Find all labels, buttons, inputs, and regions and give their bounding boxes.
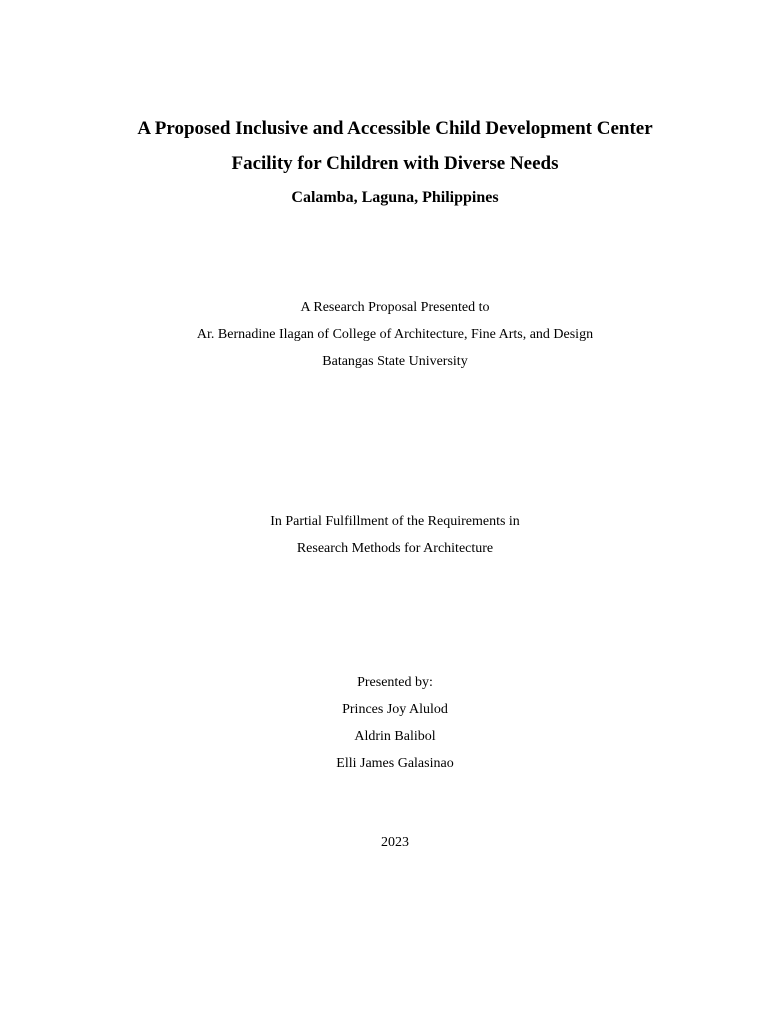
- fulfillment-line: In Partial Fulfillment of the Requirements in: [270, 514, 520, 529]
- course-line: Research Methods for Architecture: [296, 541, 494, 556]
- presenter-name: Elli James Galasinao: [336, 756, 454, 771]
- presented-to-line: A Research Proposal Presented to: [300, 300, 490, 315]
- presented-by-label: Presented by:: [357, 675, 433, 690]
- presenter-name: Princes Joy Alulod: [342, 702, 448, 717]
- document-year: 2023: [381, 835, 409, 850]
- university-line: Batangas State University: [322, 354, 468, 369]
- document-location: Calamba, Laguna, Philippines: [291, 189, 499, 206]
- presenter-name: Aldrin Balibol: [354, 729, 436, 744]
- adviser-line: Ar. Bernadine Ilagan of College of Architecture, Fine Arts, and Design: [196, 327, 594, 342]
- document-title-line-1: A Proposed Inclusive and Accessible Child Development Center: [137, 118, 653, 139]
- document-title-line-2: Facility for Children with Diverse Needs: [231, 153, 559, 174]
